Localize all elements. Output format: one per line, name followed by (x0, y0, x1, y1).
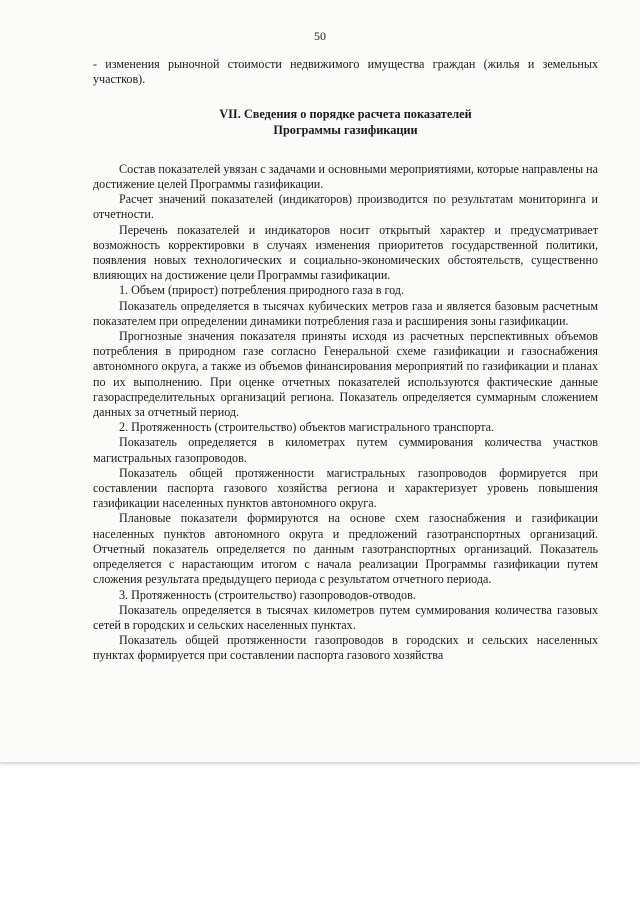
section-heading (93, 107, 598, 137)
paragraph-settlement-pipelines: Показатель общей протяженности газопроводов в городских и сельских населенных пунктах формируется при составлении паспорта газового хозяйства (93, 633, 598, 663)
section-heading-line-2: Программы газификации (273, 122, 418, 137)
paragraph-main-pipeline-measure: Показатель определяется в километрах путем суммирования количества участков магистральных газопроводов. (93, 435, 598, 465)
list-item-branch-pipelines: 3. Протяженность (строительство) газопроводов-отводов. (119, 587, 416, 602)
paragraph-indicator-list: Перечень показателей и индикаторов носит открытый характер и предусматривает возможность корректировки в случаях изменения приоритетов государственной политики, появления новых технологических и социально-экономических обстоятельств, существенно влияющих на достижение цели Программы газификации. (93, 222, 598, 283)
paragraph-branch-measure: Показатель определяется в тысячах километров путем суммирования количества газовых сетей в городских и сельских населенных пунктах. (93, 602, 598, 632)
list-item-main-pipeline: 2. Протяженность (строительство) объектов магистрального транспорта. (119, 420, 495, 435)
intro-paragraph: - изменения рыночной стоимости недвижимого имущества граждан (жилья и земельных участков). (93, 57, 598, 87)
paragraph-forecast-values: Прогнозные значения показателя приняты исходя из расчетных перспективных объемов потребления в природном газе согласно Генеральной схеме газификации и газоснабжения автономного округа, а также из объемов финансирования мероприятий по газификации и планах по их выполнению. При оценке отчетных показателей используются фактические данные газораспределительных организаций региона. Показатель определяется суммарным сложением данных за отчетный период. (93, 329, 598, 420)
paragraph-main-pipeline-length: Показатель общей протяженности магистральных газопроводов формируется при составлении паспорта газового хозяйства региона и характеризует уровень повышения газификации населенных пунктов автономного округа. (93, 465, 598, 511)
paragraph-gas-volume: Показатель определяется в тысячах кубических метров газа и является базовым расчетным показателем при определении динамики потребления газа и расширения зоны газификации. (93, 298, 598, 328)
paragraph-calculation: Расчет значений показателей (индикаторов) производится по результатам мониторинга и отчетности. (93, 192, 598, 222)
paragraph-composition: Состав показателей увязан с задачами и основными мероприятиями, которые направлены на достижение целей Программы газификации. (93, 161, 598, 192)
paragraph-planned-indicators: Плановые показатели формируются на основе схем газоснабжения и газификации населенных пунктов автономного округа и предложений газотранспортных организаций. Отчетный показатель определяется по данным газотранспортных организаций. Показатель определяется с нарастающим итогом с начала реализации Программы газификации путем сложения результата предыдущего периода с результатом отчетного периода. (93, 511, 598, 587)
list-item-gas-consumption: 1. Объем (прирост) потребления природного газа в год. (119, 283, 404, 298)
section-heading-line-1: VII. Сведения о порядке расчета показателей (219, 107, 472, 122)
page-number: 50 (314, 29, 326, 43)
document-body (93, 57, 598, 664)
